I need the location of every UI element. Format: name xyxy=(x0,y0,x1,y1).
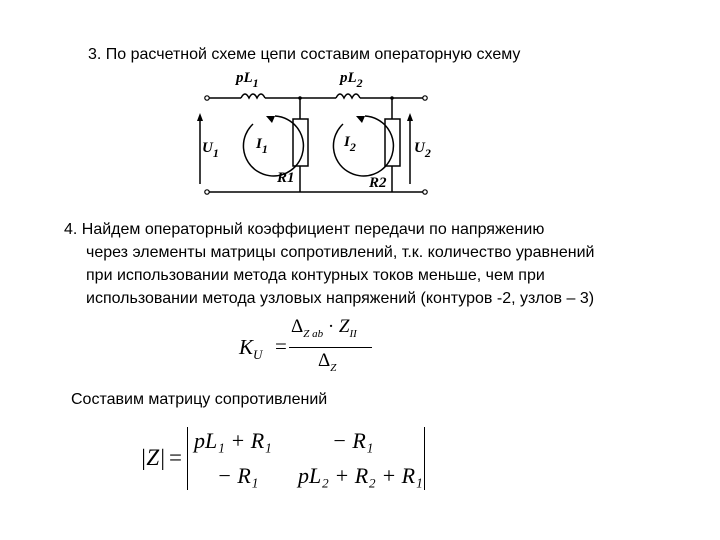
label-I1: $I_1$ xyxy=(256,136,268,156)
formula-fraction-bar xyxy=(289,347,372,348)
resistor-R2 xyxy=(385,119,400,166)
item-4-line-4: использовании метода узловых напряжений (контуров -2, узлов – 3) xyxy=(86,290,595,307)
matrix-cell-r1c1: pL₁ + R₁ xyxy=(194,428,272,453)
formula-equals: = xyxy=(275,334,287,358)
terminal-bottom-right xyxy=(423,190,427,194)
heading-step-3: 3. По расчетной схеме цепи составим операторную схему xyxy=(88,46,521,63)
formula-numerator: $\Delta_{Z ab} \cdot Z_{II}$ xyxy=(291,316,357,340)
matrix-right-bar xyxy=(424,427,425,490)
label-U2: $U_2$ xyxy=(414,140,431,160)
node-top-right xyxy=(390,96,394,100)
formula-denominator: $\Delta_Z$ xyxy=(318,350,337,374)
matrix-intro: Составим матрицу сопротивлений xyxy=(71,391,328,408)
label-R2: R2 xyxy=(369,175,387,191)
terminal-top-right xyxy=(423,96,427,100)
matrix-equals: = xyxy=(169,445,182,470)
matrix-left-bar xyxy=(187,427,188,490)
inductor-pL1 xyxy=(241,94,265,98)
matrix-cell-r2c2: pL₂ + R₂ + R₁ xyxy=(298,463,423,488)
item-4-line-1: 4. Найдем операторный коэффициент передачи по напряжению xyxy=(64,221,545,238)
inductor-pL2 xyxy=(336,94,360,98)
matrix-lhs: |Z| xyxy=(140,445,166,470)
matrix-cell-r1c2: − R₁ xyxy=(332,428,374,453)
node-top-mid xyxy=(298,96,302,100)
terminal-top-left xyxy=(205,96,209,100)
label-R1: R1 xyxy=(277,170,295,186)
matrix-cell-r2c1: − R₁ xyxy=(217,463,259,488)
operator-circuit-diagram xyxy=(195,66,445,206)
label-pL1: $pL_1$ xyxy=(236,70,259,90)
label-I2: $I_2$ xyxy=(344,134,356,154)
item-4-line-3: при использовании метода контурных токов меньше, чем при xyxy=(86,267,545,284)
terminal-bottom-left xyxy=(205,190,209,194)
formula-lhs: $K_U$ xyxy=(239,335,263,362)
item-4-line-2: через элементы матрицы сопротивлений, т.к. количество уравнений xyxy=(86,244,595,261)
label-pL2: $pL_2$ xyxy=(340,70,363,90)
label-U1: $U_1$ xyxy=(202,140,219,160)
